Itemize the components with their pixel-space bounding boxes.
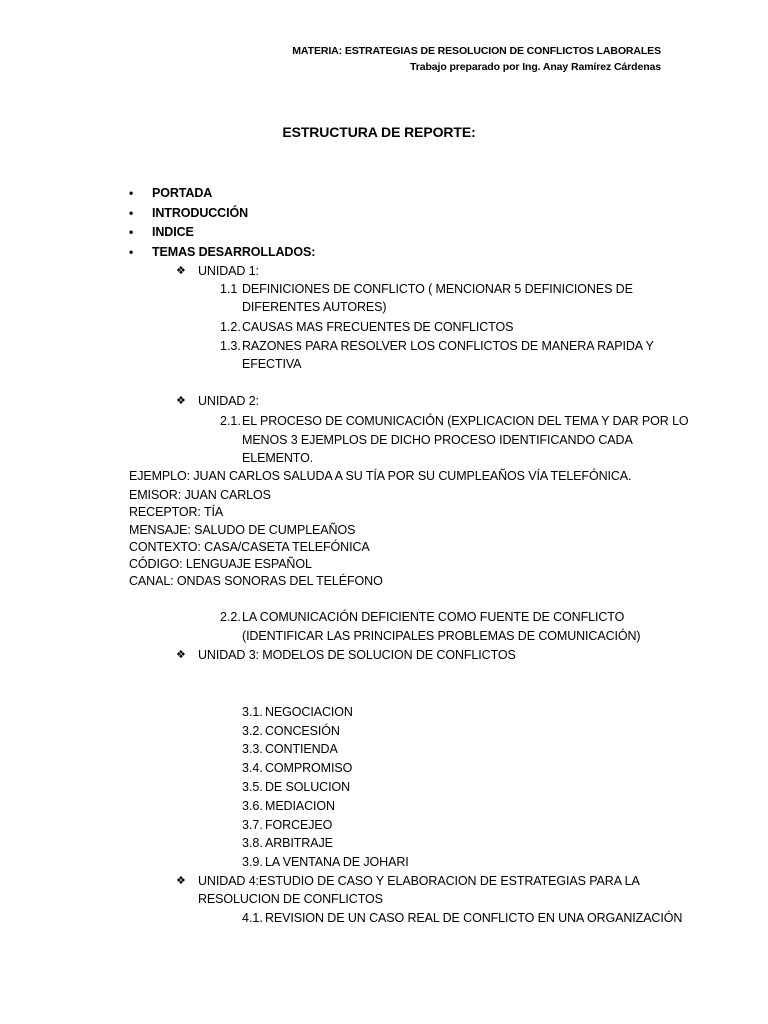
item-number: 3.5. <box>242 780 263 794</box>
bullet-icon: • <box>129 186 134 200</box>
list-item: CONTIENDA <box>265 742 338 756</box>
page-title: ESTRUCTURA DE REPORTE: <box>282 124 476 140</box>
list-item: CAUSAS MAS FRECUENTES DE CONFLICTOS <box>242 320 514 334</box>
list-item: ARBITRAJE <box>265 836 333 850</box>
diamond-bullet-icon: ❖ <box>176 875 186 887</box>
item-number: 3.6. <box>242 799 263 813</box>
list-item: INDICE <box>152 225 194 239</box>
ejemplo-line: MENSAJE: SALUDO DE CUMPLEAÑOS <box>129 523 356 537</box>
list-item-continued: DIFERENTES AUTORES) <box>242 300 387 314</box>
item-number: 3.9. <box>242 855 263 869</box>
ejemplo-line: CANAL: ONDAS SONORAS DEL TELÉFONO <box>129 574 383 588</box>
list-item: LA VENTANA DE JOHARI <box>265 855 409 869</box>
list-item-continued: ELEMENTO. <box>242 451 314 465</box>
list-item: CONCESIÓN <box>265 724 340 738</box>
list-item: LA COMUNICACIÓN DEFICIENTE COMO FUENTE DE CONFLICTO <box>242 610 625 624</box>
list-item: MEDIACION <box>265 799 335 813</box>
list-item: RAZONES PARA RESOLVER LOS CONFLICTOS DE MANERA RAPIDA Y <box>242 339 654 353</box>
item-number: 1.2. <box>220 320 241 334</box>
item-number: 2.2. <box>220 610 241 624</box>
item-number: 3.1. <box>242 705 263 719</box>
list-item: PORTADA <box>152 186 213 200</box>
item-number: 3.7. <box>242 818 263 832</box>
item-number: 3.2. <box>242 724 263 738</box>
list-item: DE SOLUCION <box>265 780 351 794</box>
ejemplo-line: EMISOR: JUAN CARLOS <box>129 488 271 502</box>
unidad-1-label: UNIDAD 1: <box>198 264 259 278</box>
diamond-bullet-icon: ❖ <box>176 265 186 277</box>
header-materia: MATERIA: ESTRATEGIAS DE RESOLUCION DE CONFLICTOS LABORALES <box>292 45 661 57</box>
ejemplo-line: EJEMPLO: JUAN CARLOS SALUDA A SU TÍA POR SU CUMPLEAÑOS VÍA TELEFÓNICA. <box>129 469 632 483</box>
ejemplo-line: RECEPTOR: TÍA <box>129 505 224 519</box>
item-number: 3.3. <box>242 742 263 756</box>
list-item: INTRODUCCIÓN <box>152 206 249 220</box>
list-item-continued: EFECTIVA <box>242 357 302 371</box>
item-number: 3.4. <box>242 761 263 775</box>
item-number: 3.8. <box>242 836 263 850</box>
item-number: 1.3. <box>220 339 241 353</box>
bullet-icon: • <box>129 225 134 239</box>
list-item: DEFINICIONES DE CONFLICTO ( MENCIONAR 5 DEFINICIONES DE <box>242 282 633 296</box>
diamond-bullet-icon: ❖ <box>176 649 186 661</box>
list-item: NEGOCIACION <box>265 705 353 719</box>
header-autor: Trabajo preparado por Ing. Anay Ramírez Cárdenas <box>410 61 661 73</box>
bullet-icon: • <box>129 245 134 259</box>
list-item-continued: MENOS 3 EJEMPLOS DE DICHO PROCESO IDENTIFICANDO CADA <box>242 433 633 447</box>
unidad-3-label: UNIDAD 3: MODELOS DE SOLUCION DE CONFLICTOS <box>198 648 516 662</box>
ejemplo-line: CONTEXTO: CASA/CASETA TELEFÓNICA <box>129 540 370 554</box>
unidad-4-label-continued: RESOLUCION DE CONFLICTOS <box>198 892 383 906</box>
list-item-continued: (IDENTIFICAR LAS PRINCIPALES PROBLEMAS DE COMUNICACIÓN) <box>242 629 641 643</box>
unidad-4-label: UNIDAD 4:ESTUDIO DE CASO Y ELABORACION DE ESTRATEGIAS PARA LA <box>198 874 640 888</box>
diamond-bullet-icon: ❖ <box>176 395 186 407</box>
unidad-2-label: UNIDAD 2: <box>198 394 259 408</box>
item-number: 4.1. <box>242 911 263 925</box>
item-number: 1.1 <box>220 282 238 296</box>
bullet-icon: • <box>129 206 134 220</box>
list-item: TEMAS DESARROLLADOS: <box>152 245 316 259</box>
list-item: FORCEJEO <box>265 818 333 832</box>
item-number: 2.1. <box>220 414 241 428</box>
ejemplo-line: CÓDIGO: LENGUAJE ESPAÑOL <box>129 557 312 571</box>
list-item: COMPROMISO <box>265 761 353 775</box>
list-item: EL PROCESO DE COMUNICACIÓN (EXPLICACION DEL TEMA Y DAR POR LO <box>242 414 689 428</box>
list-item: REVISION DE UN CASO REAL DE CONFLICTO EN UNA ORGANIZACIÓN <box>265 911 683 925</box>
